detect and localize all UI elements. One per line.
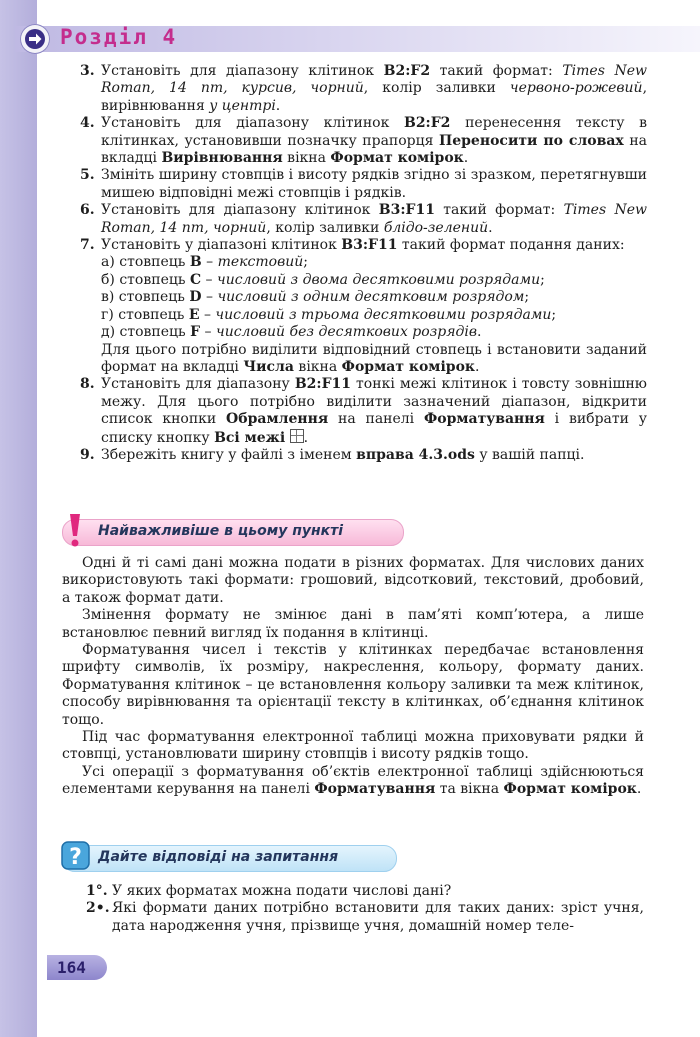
text-run: – xyxy=(199,306,216,323)
text-run: в) стовпець xyxy=(101,289,190,306)
summary-text xyxy=(62,555,644,799)
text-run: Формат комірок xyxy=(341,358,476,375)
text-run: б) стовпець xyxy=(101,271,190,288)
exercise-step xyxy=(80,115,647,167)
question-text: Які формати даних потрібно встановити для таких даних: зріст учня, дата народження учня, прізвище учня, домашній номер теле- xyxy=(112,900,644,934)
text-run: F xyxy=(190,324,201,341)
page-number: 164 xyxy=(57,958,86,977)
exercise-step xyxy=(80,447,647,464)
text-run: . xyxy=(303,429,309,446)
text-run: Всі межі xyxy=(214,429,286,446)
text-run: Змінення формату не змінює дані в пам’яті комп’ютера, а лише встановлює певний вигляд їх подання в клітинці. xyxy=(62,607,644,641)
exercise-steps xyxy=(80,63,647,464)
summary-paragraph xyxy=(62,729,644,764)
question-number: 1°. xyxy=(86,883,108,899)
questions-list xyxy=(86,883,644,935)
text-run: такий формат: xyxy=(434,202,564,219)
text-run: B2:F11 xyxy=(294,376,351,393)
text-run: B3:F11 xyxy=(341,237,398,254)
text-run: C xyxy=(189,271,202,288)
text-run: Times New Roman, 14 пт, курсив, чорний xyxy=(101,63,647,97)
step-text xyxy=(101,447,647,464)
text-run: Обрамлення xyxy=(226,411,329,428)
text-run: ; xyxy=(303,254,308,271)
questions-banner-title: Дайте відповіді на запитання xyxy=(98,849,339,865)
text-run: і вибрати у списку кнопку xyxy=(101,411,647,446)
question-text: У яких форматах можна подати числові дані? xyxy=(112,883,452,899)
step-number: 4. xyxy=(80,115,95,132)
step-number: 9. xyxy=(80,446,95,463)
step-subitem xyxy=(101,307,647,324)
step-subitem xyxy=(101,324,647,341)
text-run: Під час форматування електронної таблиці можна приховувати рядки й стовпці, установлювати ширину стовпців і висоту рядків тощо. xyxy=(62,729,644,763)
text-run: на панелі xyxy=(328,411,424,428)
text-run: – xyxy=(201,289,218,306)
text-run: числовий без десяткових розрядів xyxy=(215,324,478,341)
text-run: Форматування xyxy=(423,411,545,428)
exercise-step xyxy=(80,167,647,202)
text-run: такий формат подання даних: xyxy=(397,237,625,254)
text-run: текстовий xyxy=(217,254,304,271)
step-text xyxy=(101,237,647,254)
text-run: г) стовпець xyxy=(101,306,189,323)
summary-paragraph xyxy=(62,642,644,729)
important-banner xyxy=(62,519,404,546)
exercise-step xyxy=(80,202,647,237)
text-run: ; xyxy=(524,289,530,306)
question-item xyxy=(86,883,644,900)
exclamation-icon xyxy=(64,512,86,548)
text-run: Установіть для діапазону xyxy=(101,376,295,393)
text-run: D xyxy=(189,289,202,306)
text-run: ; xyxy=(551,306,557,323)
text-run: числовий з трьома десятковими розрядами xyxy=(215,306,552,323)
step-text xyxy=(101,376,647,447)
text-run: на вкладці xyxy=(101,132,647,167)
text-run: , колір заливки xyxy=(266,219,384,236)
text-run: . xyxy=(488,219,493,236)
step-text xyxy=(101,167,647,202)
text-run: числовий з одним десятковим розрядом xyxy=(217,289,525,306)
text-run: тонкі межі клітинок і товсту зовнішню межу. Для цього потрібно виділити зазначений діапазон, відкрити список кнопки xyxy=(101,376,647,428)
text-run: Усі операції з форматування об’єктів електронної таблиці здійснюються елементами керування на панелі xyxy=(62,763,644,798)
question-mark-icon xyxy=(60,839,92,875)
text-run: Числа xyxy=(243,358,294,375)
page-margin-bar xyxy=(0,0,37,1037)
step-number: 3. xyxy=(80,63,95,79)
step-number: 6. xyxy=(80,202,95,219)
text-run: B xyxy=(189,254,202,271)
text-run: а) стовпець xyxy=(101,254,190,271)
step-subitem xyxy=(101,272,647,289)
exercise-step xyxy=(80,237,647,376)
text-run: – xyxy=(201,271,217,288)
text-run: вікна xyxy=(282,150,331,167)
summary-paragraph xyxy=(62,607,644,642)
text-run: . xyxy=(475,358,480,375)
text-run: такий формат: xyxy=(430,63,563,79)
text-run: – xyxy=(200,324,216,341)
text-run: B3:F11 xyxy=(378,202,435,219)
text-run: . xyxy=(275,97,281,114)
exercise-step xyxy=(80,63,647,115)
text-run: Установіть у діапазоні клітинок xyxy=(101,237,342,254)
text-run: Форматування xyxy=(314,781,436,798)
text-run: Вирівнювання xyxy=(161,150,283,167)
step-number: 5. xyxy=(80,167,95,184)
text-run: Установіть для діапазону клітинок xyxy=(101,63,384,79)
text-run: . xyxy=(463,150,469,167)
section-title: Розділ 4 xyxy=(60,25,178,49)
step-text xyxy=(101,63,647,115)
text-run: числовий з двома десятковими розрядами xyxy=(217,271,541,288)
text-run: , колір заливки xyxy=(363,80,510,97)
questions-banner xyxy=(62,845,397,872)
text-run: Змініть ширину стовпців і висоту рядків згідно зі зразком, перетягнувши мишею відповідні межі стовпців і рядків. xyxy=(101,167,647,201)
arrow-right-icon xyxy=(20,24,50,54)
text-run: перенесення тексту в клітинках, установивши позначку прапорця xyxy=(101,115,647,149)
step-text xyxy=(101,202,647,237)
step-subitem xyxy=(101,254,647,271)
step-subitem xyxy=(101,289,647,306)
text-run: – xyxy=(201,254,218,271)
text-run: B2:F2 xyxy=(403,115,451,132)
text-run: Установіть для діапазону клітинок xyxy=(101,202,379,219)
text-run: вправа 4.3.ods xyxy=(356,446,475,463)
question-number: 2•. xyxy=(86,900,110,917)
text-run: , вирівнювання xyxy=(101,80,648,114)
text-run: Одні й ті самі дані можна подати в різних форматах. Для числових даних використовують такі формати: грошовий, відсотковий, текстовий, дробовий, а також формат дати. xyxy=(62,555,644,606)
text-run: Установіть для діапазону клітинок xyxy=(101,115,404,132)
text-run: . xyxy=(477,324,482,341)
text-run: у центрі xyxy=(209,97,276,114)
summary-paragraph xyxy=(62,555,644,607)
borders-grid-icon xyxy=(290,429,304,443)
step-subitem xyxy=(101,342,647,377)
summary-paragraph xyxy=(62,764,644,799)
text-run: Формат комірок xyxy=(330,150,464,167)
important-banner-title: Найважливіше в цьому пункті xyxy=(98,523,344,539)
text-run: Форматування чисел і текстів у клітинках передбачає встановлення шрифту символів, їх розміру, накреслення, кольору, формату даних. Форматування клітинок – це встановлення кольору заливки та меж клітинок, способу вирівнювання та орієнтації тексту в клітинках, об’єднання клітинок тощо. xyxy=(62,642,644,728)
text-run: вікна xyxy=(293,358,342,375)
text-run: E xyxy=(188,306,200,323)
text-run: Times New Roman, 14 пт, чорний xyxy=(101,202,647,236)
text-run: червоно-рожевий xyxy=(509,80,643,97)
text-run: Для цього потрібно виділити відповідний стовпець і встановити заданий формат на вкладці xyxy=(101,341,647,375)
svg-text:?: ? xyxy=(69,845,82,870)
question-item xyxy=(86,900,644,935)
step-number: 8. xyxy=(80,376,95,393)
text-run: ; xyxy=(540,271,545,288)
page-number-tab xyxy=(47,955,107,980)
text-run: Переносити по словах xyxy=(439,132,624,149)
text-run: B2:F2 xyxy=(383,63,431,79)
step-text xyxy=(101,115,647,167)
text-run: . xyxy=(636,781,642,798)
text-run: блідо-зелений xyxy=(383,219,489,236)
step-number: 7. xyxy=(80,237,95,254)
text-run: д) стовпець xyxy=(101,324,191,341)
exercise-step xyxy=(80,376,647,447)
text-run: у вашій папці. xyxy=(474,446,585,463)
text-run: Збережіть книгу у файлі з іменем xyxy=(101,446,357,463)
text-run: та вікна xyxy=(435,781,504,798)
text-run: Формат комірок xyxy=(503,781,637,798)
